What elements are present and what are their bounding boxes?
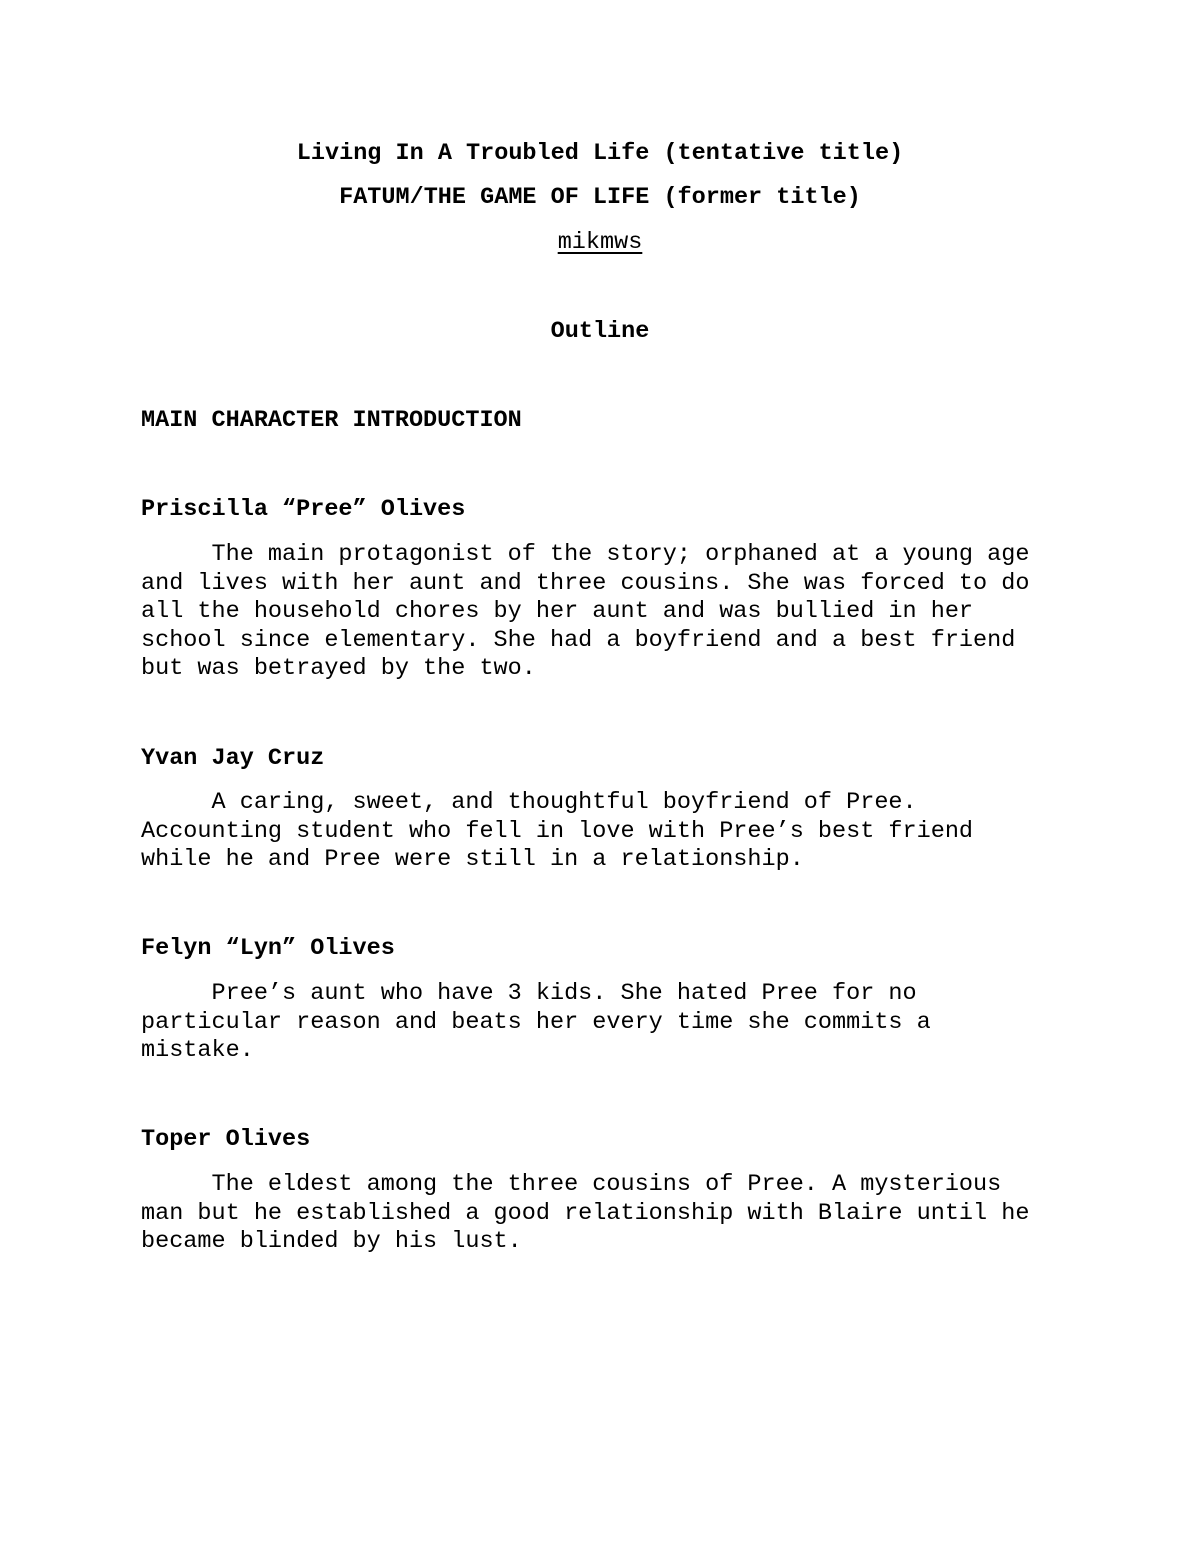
author-name: [0, 229, 1200, 257]
outline-label: Outline: [550, 318, 650, 345]
description-line: particular reason and beats her every time she commits a: [141, 1008, 931, 1036]
description-line: mistake.: [141, 1037, 254, 1065]
description-line: and lives with her aunt and three cousins. She was forced to do: [141, 569, 1030, 597]
section-heading: MAIN CHARACTER INTRODUCTION: [141, 407, 522, 434]
description-line: became blinded by his lust.: [141, 1228, 522, 1256]
former-title: FATUM/THE GAME OF LIFE (former title): [339, 184, 861, 211]
character-description-lyn: [141, 980, 1081, 1066]
character-description-pree: [141, 541, 1081, 684]
description-line: The eldest among the three cousins of Pree. A mysterious: [141, 1171, 1002, 1198]
description-line: while he and Pree were still in a relationship.: [141, 846, 804, 874]
character-name-lyn: Felyn “Lyn” Olives: [141, 935, 395, 962]
description-line: Accounting student who fell in love with Pree’s best friend: [141, 817, 974, 845]
description-line: A caring, sweet, and thoughtful boyfriend of Pree.: [141, 789, 917, 816]
character-name-toper: Toper Olives: [141, 1126, 311, 1153]
description-line: Pree’s aunt who have 3 kids. She hated Pree for no: [141, 980, 917, 1007]
description-line: all the household chores by her aunt and was bullied in her: [141, 598, 974, 626]
character-name-pree: Priscilla “Pree” Olives: [141, 496, 466, 523]
character-description-toper: [141, 1171, 1081, 1257]
character-name-yvan: Yvan Jay Cruz: [141, 745, 325, 772]
description-line: man but he established a good relationship with Blaire until he: [141, 1199, 1030, 1227]
description-line: but was betrayed by the two.: [141, 655, 536, 683]
document-title: Living In A Troubled Life (tentative title): [296, 140, 904, 167]
description-line: The main protagonist of the story; orphaned at a young age: [141, 541, 1030, 568]
character-description-yvan: [141, 789, 1081, 875]
author-link: mikmws: [557, 229, 643, 256]
description-line: school since elementary. She had a boyfriend and a best friend: [141, 626, 1016, 654]
